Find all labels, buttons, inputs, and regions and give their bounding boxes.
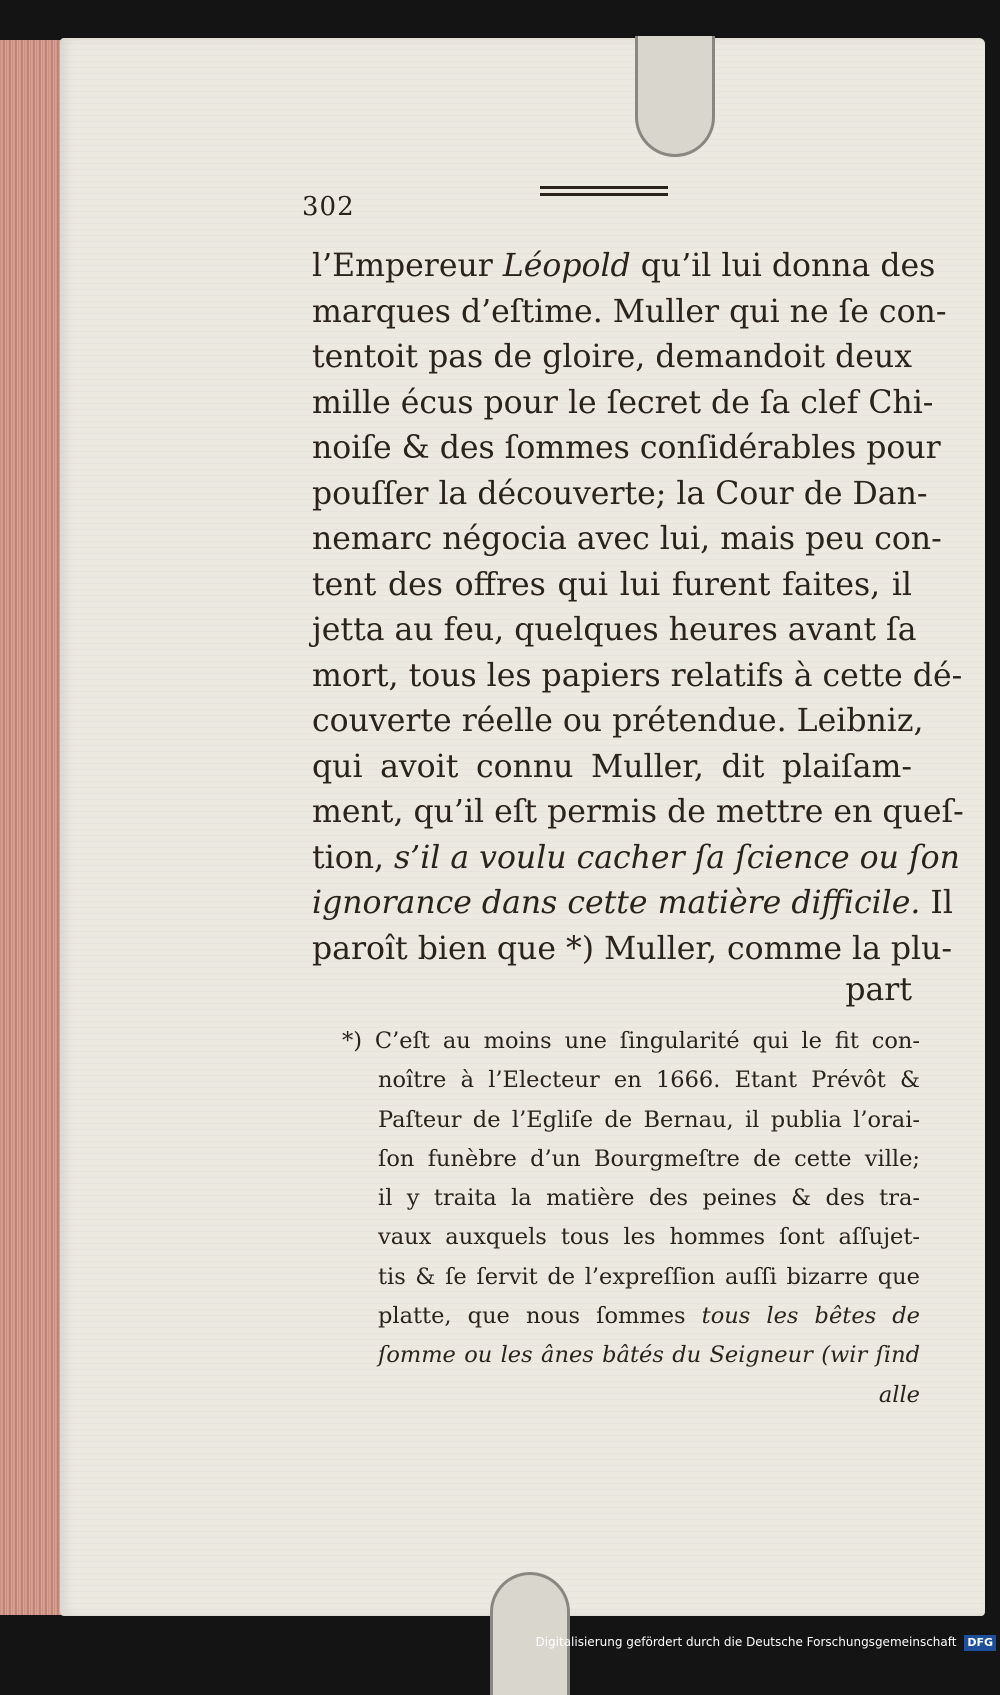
page-clip-top bbox=[635, 36, 715, 157]
footnote-line: noître à l’Electeur en 1666. Etant Prévôt & bbox=[378, 1067, 920, 1094]
body-line: nemarc négocia avec lui, mais peu con- bbox=[312, 521, 942, 557]
footnote-line: il y traita la matière des peines & des tra- bbox=[378, 1185, 920, 1212]
body-line: l’Empereur Léopold qu’il lui donna des bbox=[312, 248, 936, 284]
footnote-line: tis & ſe ſervit de l’expreſſion auſſi bizarre que bbox=[378, 1263, 920, 1290]
credit-text: Digitalisierung gefördert durch die Deutsche Forschungsgemeinschaft bbox=[535, 1635, 957, 1649]
footnote-catchword: alle bbox=[878, 1382, 920, 1408]
footnote-line: vaux auxquels tous les hommes ſont aſſujet- bbox=[378, 1224, 920, 1251]
dfg-logo: DFG bbox=[964, 1635, 996, 1651]
body-line: couverte réelle ou prétendue. Leibniz, bbox=[312, 703, 924, 739]
page-number: 302 bbox=[302, 192, 355, 222]
footnote-line: ſomme ou les ânes bâtés du Seigneur (wir ſind bbox=[378, 1342, 920, 1369]
body-line: tion, s’il a voulu cacher ſa ſcience ou ſon bbox=[312, 839, 960, 876]
body-line: paroît bien que *) Muller, comme la plu- bbox=[312, 930, 953, 967]
body-line: ment, qu’il eſt permis de mettre en queſ- bbox=[312, 794, 964, 830]
footnote-line: Paſteur de l’Egliſe de Bernau, il publia l’orai- bbox=[378, 1106, 920, 1133]
catchword: part bbox=[845, 972, 912, 1008]
body-line: marques d’eſtime. Muller qui ne ſe con- bbox=[312, 293, 947, 330]
body-line: qui avoit connu Muller, dit plaiſam- bbox=[312, 748, 912, 785]
body-line: mille écus pour le ſecret de ſa clef Chi- bbox=[312, 384, 934, 421]
digitization-credit bbox=[535, 1632, 1000, 1652]
body-text bbox=[312, 244, 964, 972]
header-rule bbox=[540, 186, 668, 196]
footnote-line: ſon funèbre d’un Bourgmeſtre de cette ville; bbox=[378, 1145, 920, 1172]
body-line: ignorance dans cette matière difficile. Il bbox=[312, 885, 953, 921]
body-line: jetta au feu, quelques heures avant ſa bbox=[312, 612, 917, 648]
body-line: mort, tous les papiers relatifs à cette dé- bbox=[312, 657, 963, 694]
footnote-line: platte, que nous ſommes tous les bêtes de bbox=[378, 1303, 920, 1330]
body-line: tent des offres qui lui furent faites, il bbox=[312, 566, 912, 603]
footnote bbox=[342, 1022, 920, 1376]
body-line: tentoit pas de gloire, demandoit deux bbox=[312, 339, 912, 375]
body-line: noiſe & des ſommes conſidérables pour bbox=[312, 430, 941, 466]
body-line: pouſſer la découverte; la Cour de Dan- bbox=[312, 475, 928, 512]
footnote-line: *) C’eſt au moins une ſingularité qui le fit con- bbox=[342, 1028, 920, 1054]
